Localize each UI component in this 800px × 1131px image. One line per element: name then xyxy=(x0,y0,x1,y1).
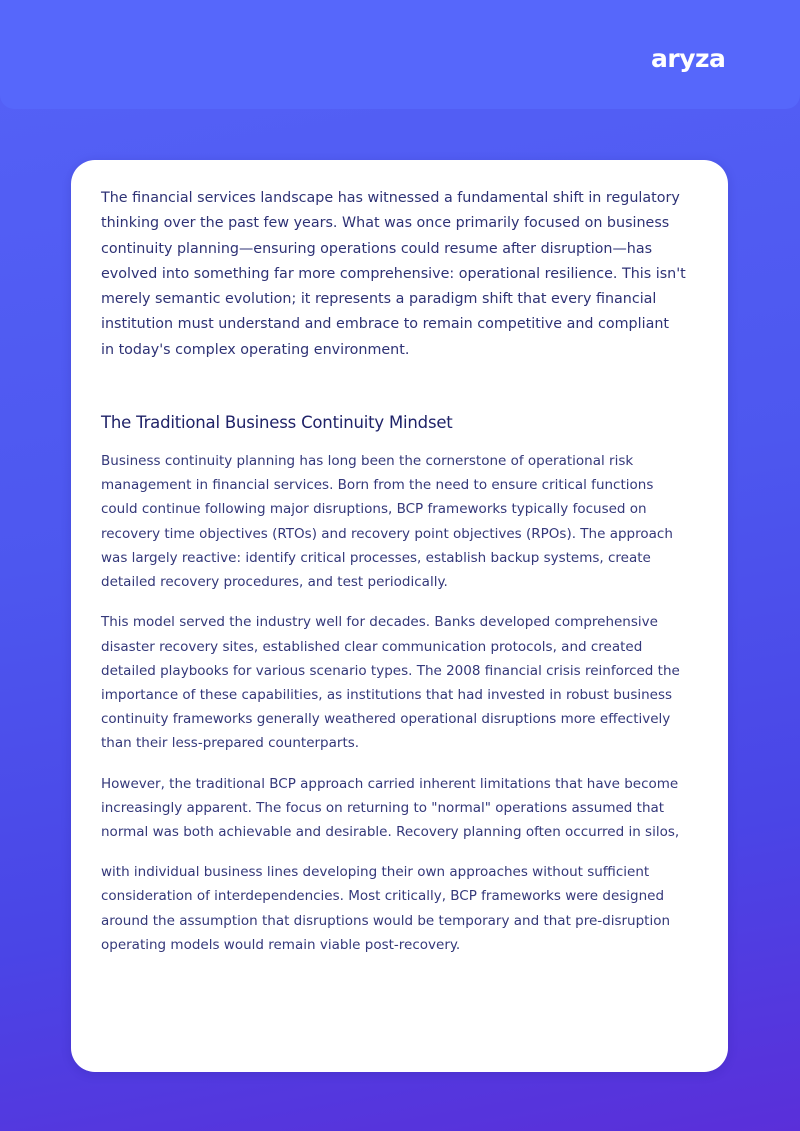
body-paragraph: However, the traditional BCP approach carried inherent limitations that have become increasingly apparent. The focus on returning to "normal" operations assumed that normal was both achievable and desirable. Recovery planning often occurred in silos, xyxy=(101,775,680,840)
body-paragraph: with individual business lines developing their own approaches without sufficient consideration of interdependencies. Most critically, BCP frameworks were designed around the assumption that disruptions would be temporary and that pre-disruption operating models would remain viable post-recovery. xyxy=(101,864,671,953)
section-heading: The Traditional Business Continuity Mindset xyxy=(101,413,453,433)
article-body xyxy=(101,186,686,957)
content-card xyxy=(71,160,728,1072)
aryza-logo: aryza xyxy=(651,44,726,73)
body-paragraph: Business continuity planning has long been the cornerstone of operational risk management in financial services. Born from the need to ensure critical functions could continue following major disruptions, BCP frameworks typically focused on recovery time objectives (RTOs) and recovery point objectives (RPOs). The approach was largely reactive: identify critical processes, establish backup systems, create detailed recovery procedures, and test periodically. xyxy=(101,453,673,591)
header-band xyxy=(0,0,800,109)
intro-paragraph: The financial services landscape has witnessed a fundamental shift in regulatory thinking over the past few years. What was once primarily focused on business continuity planning—ensuring operations could resume after disruption—has evolved into something far more comprehensive: operational resilience. This isn't merely semantic evolution; it represents a paradigm shift that every financial institution must understand and embrace to remain competitive and compliant in today's complex operating environment. xyxy=(101,190,686,358)
body-paragraph: This model served the industry well for decades. Banks developed comprehensive disaster recovery sites, established clear communication protocols, and created detailed playbooks for various scenario types. The 2008 financial crisis reinforced the importance of these capabilities, as institutions that had invested in robust business continuity frameworks generally weathered operational disruptions more effectively than their less-prepared counterparts. xyxy=(101,614,680,752)
